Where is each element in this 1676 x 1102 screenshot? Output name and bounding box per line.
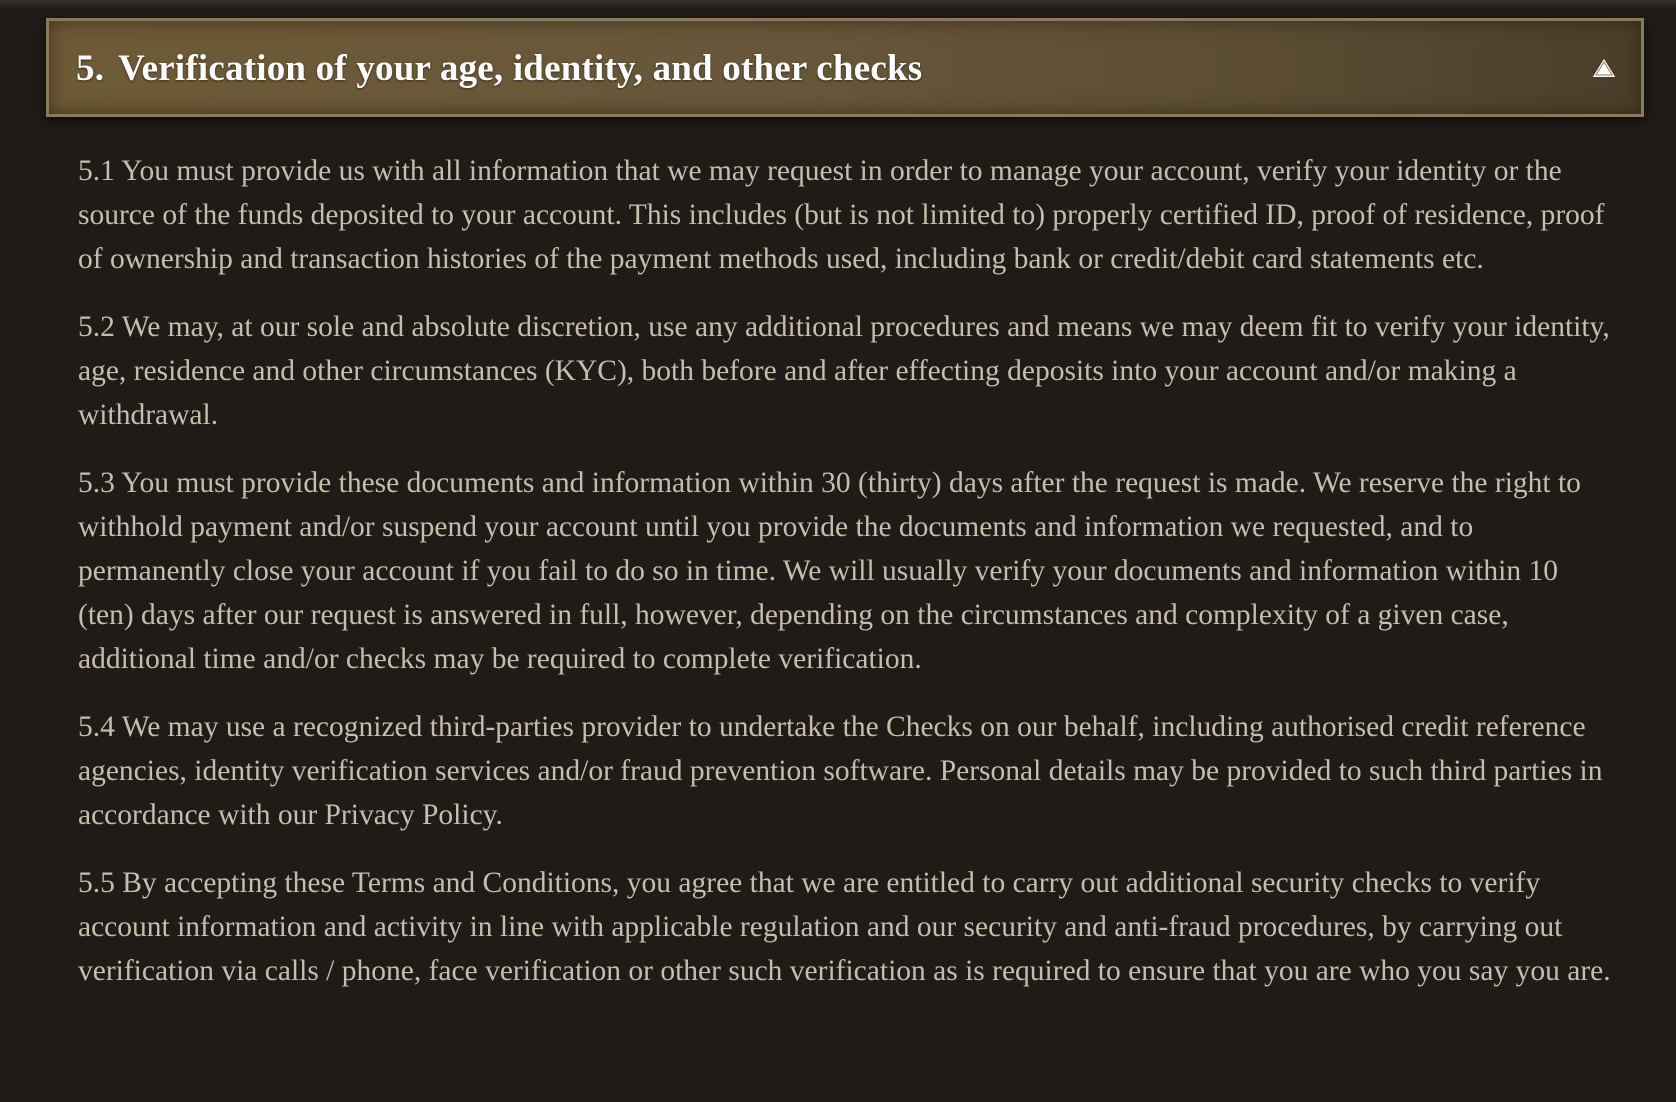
section-title-text: Verification of your age, identity, and other checks [118, 48, 923, 89]
clause-5-2: 5.2 We may, at our sole and absolute discretion, use any additional procedures and means we may deem fit to verify your identity, age, residence and other circumstances (KYC), both before and after effecting deposits into your account and/or making a withdrawal. [78, 311, 1610, 431]
top-divider [0, 0, 1676, 8]
section-content [78, 149, 1618, 1017]
triangle-up-icon[interactable] [1589, 55, 1619, 81]
section-number: 5. [76, 48, 105, 89]
section-title [76, 47, 922, 90]
clause-5-4: 5.4 We may use a recognized third-parties provider to undertake the Checks on our behalf, including authorised credit reference agencies, identity verification services and/or fraud prevention software. Personal details may be provided to such third parties in accordance with our Privacy Policy. [78, 711, 1603, 831]
clause-5-5: 5.5 By accepting these Terms and Conditions, you agree that we are entitled to carry out additional security checks to verify account information and activity in line with applicable regulation and our security and anti-fraud procedures, by carrying out verification via calls / phone, face verification or other such verification as is required to ensure that you are who you say you are. [78, 867, 1611, 987]
clause-5-1: 5.1 You must provide us with all information that we may request in order to manage your account, verify your identity or the source of the funds deposited to your account. This includes (but is not limited to) properly certified ID, proof of residence, proof of ownership and transaction histories of the payment methods used, including bank or credit/debit card statements etc. [78, 155, 1605, 275]
terms-section-5 [46, 18, 1644, 987]
clause-5-3: 5.3 You must provide these documents and information within 30 (thirty) days after the request is made. We reserve the right to withhold payment and/or suspend your account until you provide the documents and information we requested, and to permanently close your account if you fail to do so in time. We will usually verify your documents and information within 10 (ten) days after our request is answered in full, however, depending on the circumstances and complexity of a given case, additional time and/or checks may be required to complete verification. [78, 467, 1581, 675]
section-accordion-header[interactable] [46, 18, 1644, 117]
